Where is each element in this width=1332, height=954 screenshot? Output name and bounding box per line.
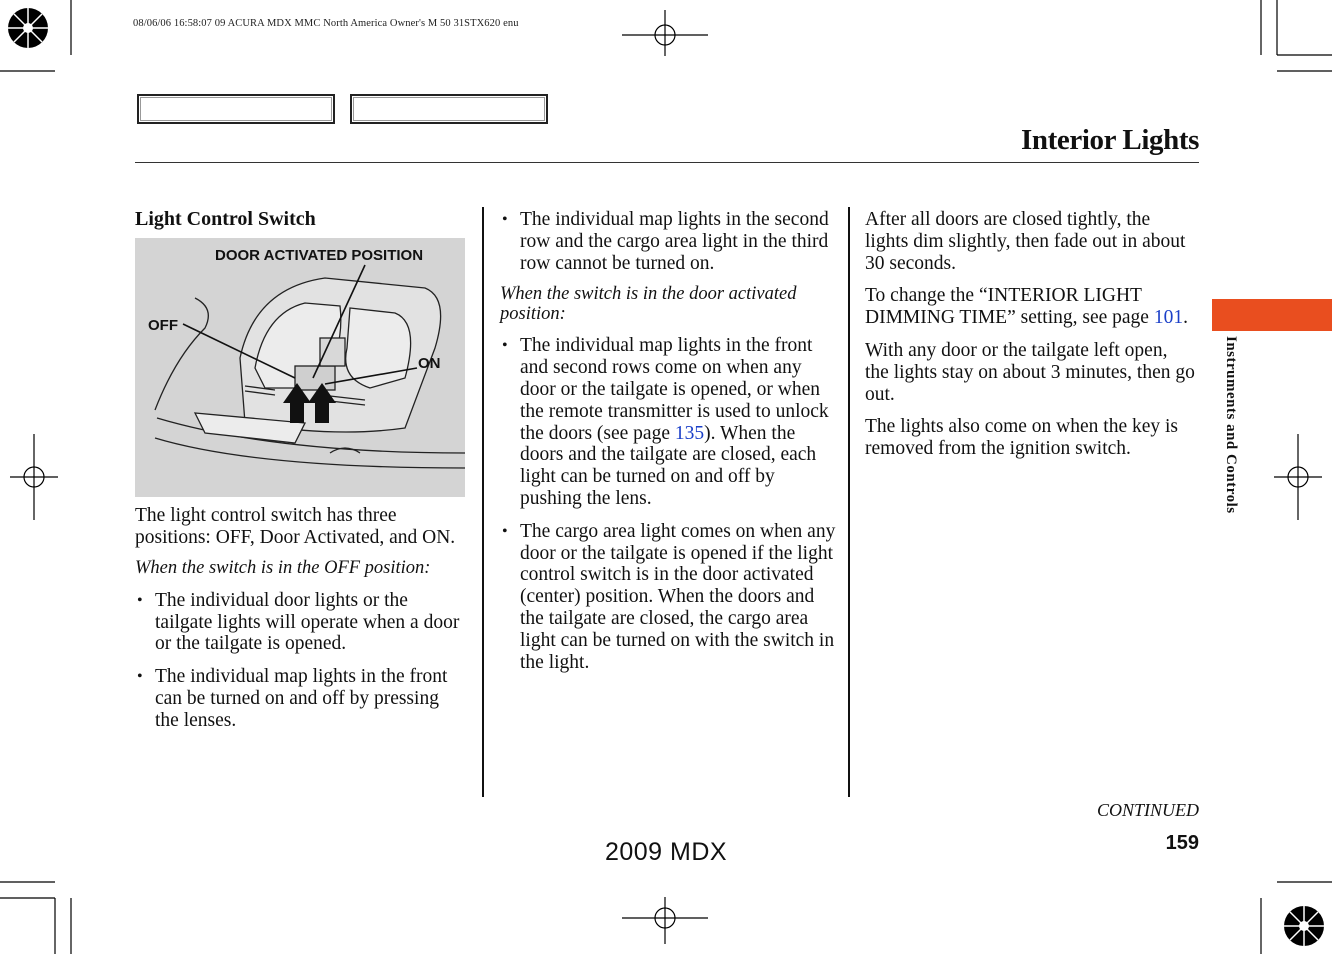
column-2 <box>500 209 838 684</box>
index-tab-box-2 <box>350 94 548 124</box>
paragraph-fade-out: After all doors are closed tightly, the lights dim slightly, then fade out in about 30 seconds. <box>865 209 1186 274</box>
column-divider-1 <box>482 207 484 797</box>
label-on: ON <box>418 354 441 372</box>
light-switch-figure <box>135 238 465 497</box>
page-title: Interior Lights <box>1021 124 1199 156</box>
list-item: • The cargo area light comes on when any door or the tailgate is opened if the light control switch is in the door activated (center) position. When the doors and the tailgate are closed, the cargo area light can be turned on with the switch in the light. <box>500 521 838 674</box>
off-position-list <box>135 590 467 732</box>
paragraph-dimming-setting <box>865 285 1195 329</box>
text-span: . <box>1183 307 1188 329</box>
label-off: OFF <box>148 316 178 334</box>
label-door-activated: DOOR ACTIVATED POSITION <box>215 246 424 264</box>
index-tab-box-1 <box>137 94 335 124</box>
list-item: • The individual map lights in the second row and the cargo area light in the third row cannot be turned on. <box>500 209 838 274</box>
intro-paragraph: The light control switch has three positions: OFF, Door Activated, and ON. <box>135 504 456 548</box>
door-activated-list <box>500 335 838 673</box>
paragraph-door-open: With any door or the tailgate left open, the lights stay on about 3 minutes, then go out. <box>865 339 1195 405</box>
overhead-console-illustration <box>135 238 465 497</box>
door-activated-heading: When the switch is in the door activated position: <box>500 284 797 324</box>
text-span: To change the “INTERIOR LIGHT DIMMING TIME” setting, see page <box>865 285 1154 329</box>
text-span: The individual map lights in the front and second rows come on when any door or the tailgate is opened, or when the remote transmitter is used to unlock the doors (see page <box>520 335 829 444</box>
column-3 <box>865 209 1195 471</box>
list-item <box>500 335 838 509</box>
page-link-135[interactable]: 135 <box>674 422 705 444</box>
list-item: • The individual map lights in the front can be turned on and off by pressing the lenses. <box>135 666 467 731</box>
print-info: 08/06/06 16:58:07 09 ACURA MDX MMC North America Owner's M 50 31STX620 enu <box>133 18 519 29</box>
page-link-101[interactable]: 101 <box>1153 307 1184 329</box>
paragraph-key-removed: The lights also come on when the key is removed from the ignition switch. <box>865 416 1179 460</box>
off-position-heading: When the switch is in the OFF position: <box>135 558 431 579</box>
footer-model: 2009 MDX <box>604 838 728 866</box>
off-position-list-continued <box>500 209 838 274</box>
title-rule <box>135 162 1199 163</box>
text-span: ). When the doors and the tailgate are closed, each light can be turned on and off by pushing the lens. <box>520 422 817 509</box>
page-number: 159 <box>1165 832 1199 854</box>
column-1 <box>135 209 467 743</box>
section-heading: Light Control Switch <box>135 208 316 230</box>
section-side-label: Instruments and Controls <box>1223 336 1239 514</box>
section-tab-marker <box>1212 299 1332 331</box>
list-item: • The individual door lights or the tailgate lights will operate when a door or the tailgate is opened. <box>135 590 467 655</box>
continued-label: CONTINUED <box>1096 800 1199 820</box>
column-divider-2 <box>848 207 850 797</box>
